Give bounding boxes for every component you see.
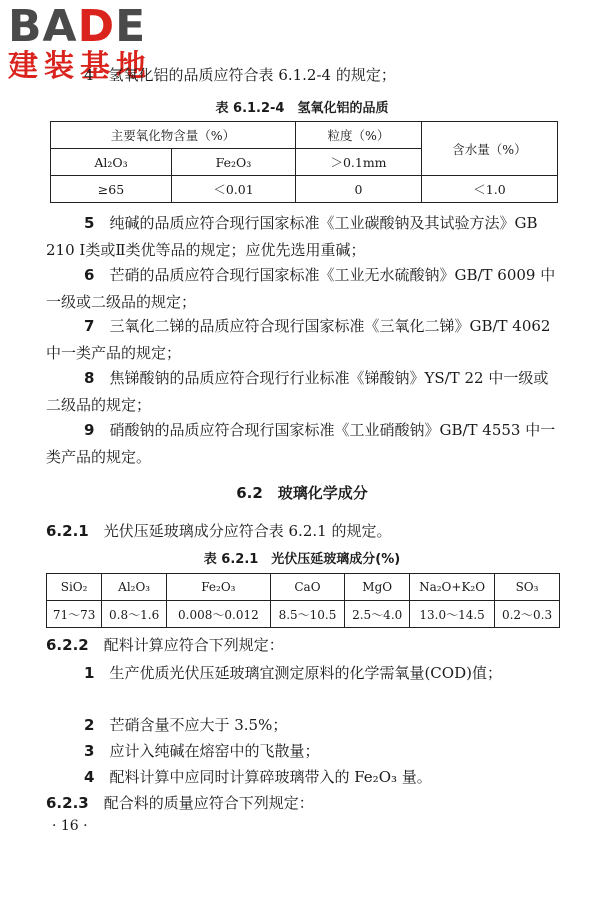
header-fe2o3: Fe₂O₃ [172, 149, 296, 176]
logo-wordmark: BADE [8, 1, 147, 52]
list-item: 3 应计入纯碱在熔窑中的飞散量； [84, 742, 320, 760]
table-header: MgO [345, 574, 410, 601]
table-cell: ＜1.0 [422, 176, 558, 203]
table-header: SiO₂ [47, 574, 102, 601]
glass-composition-table [46, 573, 560, 628]
table-row [51, 176, 558, 203]
intro-line: 4 氢氧化铝的品质应符合表 6.1.2-4 的规定； [84, 66, 396, 84]
table-header: Na₂O+K₂O [410, 574, 495, 601]
table-cell: 13.0～14.5 [410, 601, 495, 628]
table-header: Fe₂O₃ [167, 574, 271, 601]
clause-6-2-2: 6.2.2 配料计算应符合下列规定： [46, 636, 284, 654]
table1-title: 表 6.1.2-4 氢氧化铝的品质 [215, 101, 389, 116]
section-heading: 6.2 玻璃化学成分 [236, 484, 368, 502]
table-cell: 2.5～4.0 [345, 601, 410, 628]
list-item: 4 配料计算中应同时计算碎玻璃带入的 Fe₂O₃ 量。 [84, 768, 432, 786]
list-item: 2 芒硝含量不应大于 3.5%； [84, 716, 288, 734]
header-oxide-content: 主要氧化物含量（%） [51, 122, 296, 149]
table-cell: 8.5～10.5 [270, 601, 345, 628]
logo-subtitle: 建装基地 [8, 49, 152, 84]
table-cell: ＜0.01 [172, 176, 296, 203]
hydroxide-quality-table [50, 121, 558, 203]
table-cell: 0.8～1.6 [102, 601, 167, 628]
table-cell: 0.2～0.3 [495, 601, 560, 628]
clause-6-2-1: 6.2.1 光伏压延玻璃成分应符合表 6.2.1 的规定。 [46, 522, 392, 540]
table-cell: ≥65 [51, 176, 172, 203]
table-header: SO₃ [495, 574, 560, 601]
table-cell: 0 [296, 176, 422, 203]
table-cell: 0.008～0.012 [167, 601, 271, 628]
list-item: 9 硝酸钠的品质应符合现行国家标准《工业硝酸钠》GB/T 4553 中一类产品的规定。 [46, 421, 556, 466]
table2-title: 表 6.2.1 光伏压延玻璃成分(%) [203, 552, 401, 567]
table-row [47, 601, 560, 628]
list-item: 5 纯碱的品质应符合现行国家标准《工业碳酸钠及其试验方法》GB 210 Ⅰ类或Ⅱ类优等品的规定；应优先选用重碱； [46, 214, 538, 259]
header-al2o3: Al₂O₃ [51, 149, 172, 176]
list-item: 1 生产优质光伏压延玻璃宜测定原料的化学需氧量(COD)值； [84, 664, 502, 682]
page-number: · 16 · [52, 818, 88, 834]
list-item: 8 焦锑酸钠的品质应符合现行行业标准《锑酸钠》YS/T 22 中一级或二级品的规定； [46, 369, 549, 414]
table-header: CaO [270, 574, 345, 601]
header-particle-size: 粒度（%） [296, 122, 422, 149]
list-item: 7 三氧化二锑的品质应符合现行国家标准《三氧化二锑》GB/T 4062 中一类产品的规定； [46, 317, 551, 362]
header-size-sub: ＞0.1mm [296, 149, 422, 176]
table-header: Al₂O₃ [102, 574, 167, 601]
list-item: 6 芒硝的品质应符合现行国家标准《工业无水硫酸钠》GB/T 6009 中一级或二级品的规定； [46, 266, 556, 311]
clause-6-2-3: 6.2.3 配合料的质量应符合下列规定： [46, 794, 314, 812]
header-moisture: 含水量（%） [422, 122, 558, 176]
table-cell: 71～73 [47, 601, 102, 628]
